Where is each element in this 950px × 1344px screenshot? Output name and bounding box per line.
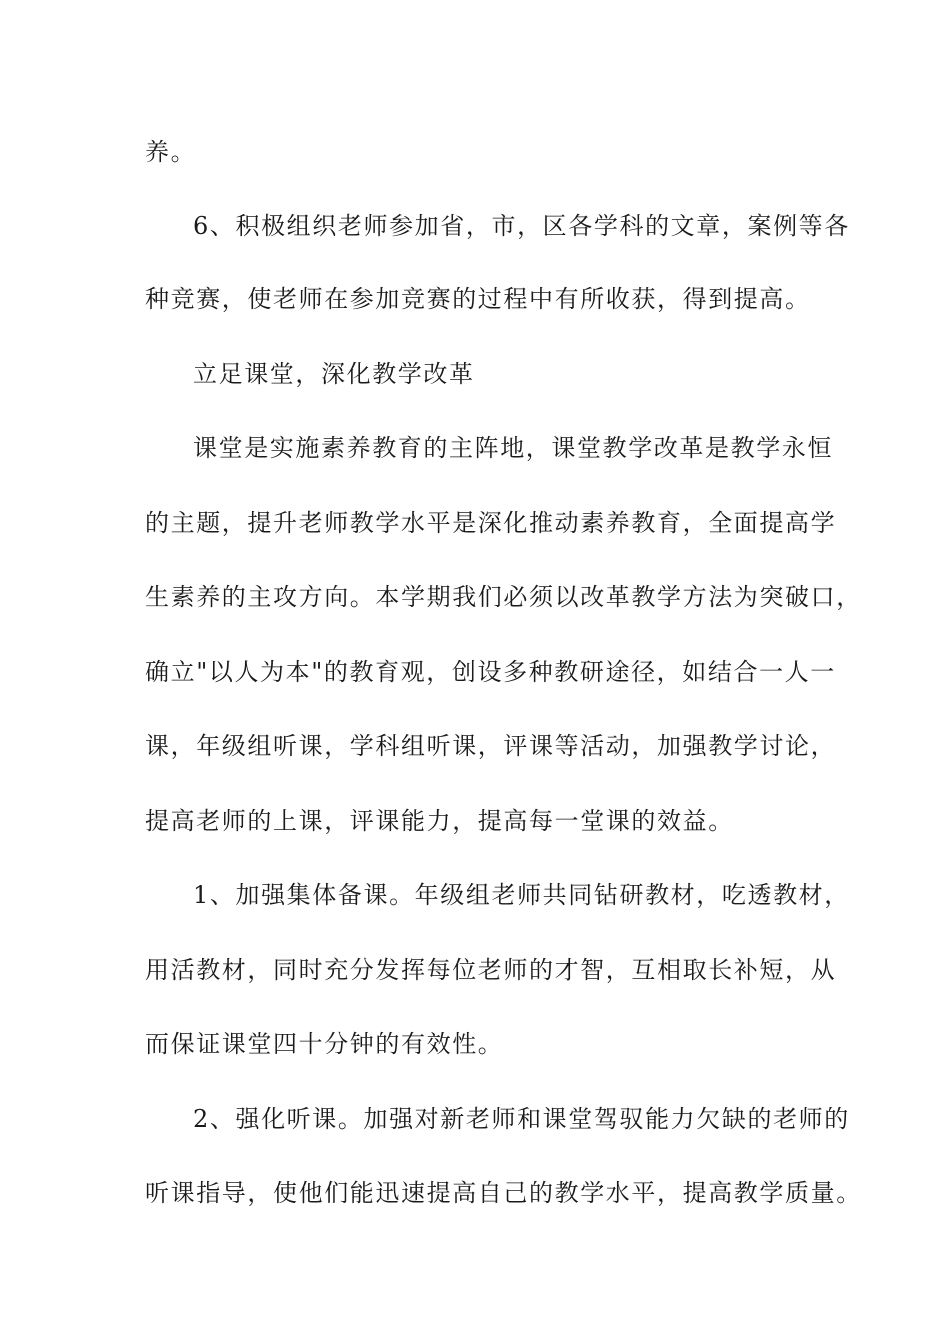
text-line: 提高老师的上课，评课能力，提高每一堂课的效益。	[145, 807, 734, 835]
text-line: 种竞赛，使老师在参加竞赛的过程中有所收获，得到提高。	[145, 285, 811, 313]
text-line: 课堂是实施素养教育的主阵地，课堂教学改革是教学永恒	[193, 434, 833, 462]
text-line: 养。	[145, 138, 197, 166]
text-line: 2、强化听课。加强对新老师和课堂驾驭能力欠缺的老师的	[193, 1105, 850, 1133]
text-line: 用活教材，同时充分发挥每位老师的才智，互相取长补短，从	[145, 956, 837, 984]
text-line: 的主题，提升老师教学水平是深化推动素养教育，全面提高学	[145, 509, 837, 537]
text-line: 课，年级组听课，学科组听课，评课等活动，加强教学讨论，	[145, 732, 837, 760]
text-line: 6、积极组织老师参加省，市，区各学科的文章，案例等各	[193, 212, 850, 240]
text-line: 而保证课堂四十分钟的有效性。	[145, 1030, 504, 1058]
text-line: 确立"以人为本"的教育观，创设多种教研途径，如结合一人一	[145, 658, 836, 686]
text-line: 1、加强集体备课。年级组老师共同钻研教材，吃透教材，	[193, 881, 850, 909]
section-heading: 立足课堂，深化教学改革	[193, 360, 475, 388]
text-line: 听课指导，使他们能迅速提高自己的教学水平，提高教学质量。	[145, 1179, 862, 1207]
text-line: 生素养的主攻方向。本学期我们必须以改革教学方法为突破口，	[145, 583, 862, 611]
